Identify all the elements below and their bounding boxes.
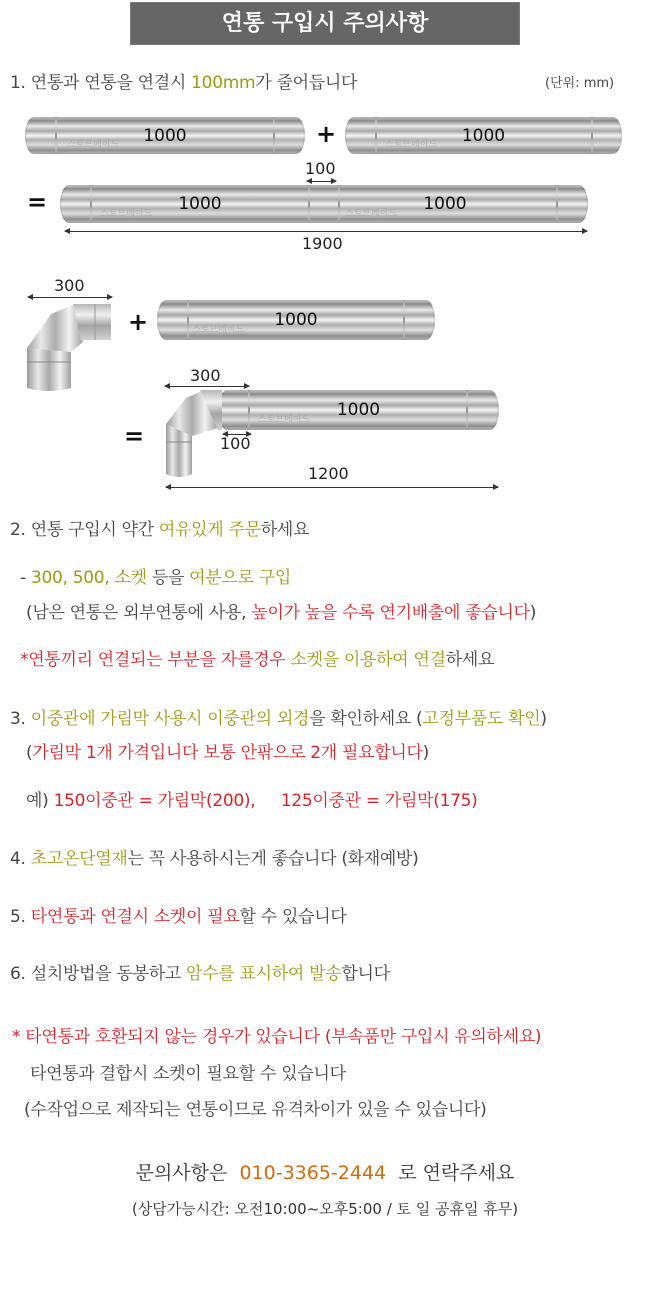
contact-line <box>0 1158 650 1185</box>
section-number: 2. <box>10 520 26 540</box>
total-dimension-arrow <box>65 231 587 232</box>
warning-text: 가림막 1개 가격입니다 보통 안팎으로 2개 필요합니다 <box>32 743 423 763</box>
pipe-1000-a <box>25 117 305 154</box>
equals-icon: = <box>27 188 48 216</box>
highlight-text: 300, 500, 소켓 <box>30 568 147 588</box>
highlight-text: 소켓을 이용하여 연결 <box>290 650 446 670</box>
phone-number[interactable]: 010-3365-2444 <box>239 1162 387 1184</box>
business-hours: (상담가능시간: 오전10:00~오후5:00 / 토 일 공휴일 휴무) <box>131 1200 519 1218</box>
compatibility-warning: * 타연통과 호환되지 않는 경우가 있습니다 (부속품만 구입시 유의하세요) <box>12 1027 542 1047</box>
pipe-length-label: 1000 <box>178 194 222 214</box>
highlight-text: 고정부품도 확인 <box>422 709 541 729</box>
overlap-dimension-label: 100 <box>220 434 251 453</box>
note-text: ) <box>422 743 429 763</box>
section-text: 연통과 연통을 연결시 <box>30 73 192 93</box>
warning-text: 높이가 높을 수록 연기배출에 좋습니다 <box>251 603 530 623</box>
section-3-heading <box>10 704 547 729</box>
pipe-length-label: 1000 <box>461 125 506 146</box>
section-2-note-2 <box>26 598 536 623</box>
highlight-100mm: 100mm <box>191 73 256 93</box>
section-text: 연통 구입시 약간 <box>30 520 159 540</box>
pipe-length-label: 1000 <box>423 194 467 214</box>
watermark: 스토브메이드 <box>258 415 311 425</box>
note-text: ( <box>26 743 33 763</box>
contact-prefix: 문의사항은 <box>135 1162 240 1184</box>
warning-text: *연통끼리 연결되는 부분을 자를경우 <box>20 650 291 670</box>
section-1-heading <box>10 68 357 93</box>
watermark: 스토브메이드 <box>192 325 245 335</box>
elbow-dimension-arrow <box>165 386 249 387</box>
page-title-banner: 연통 구입시 주의사항 <box>130 2 520 45</box>
warning-text: 타연통과 연결시 소켓이 필요 <box>30 907 240 927</box>
section-text: ) <box>540 709 547 729</box>
total-dimension-arrow <box>166 487 498 488</box>
total-dimension-label: 1900 <box>302 234 343 253</box>
section-3-note-1 <box>26 738 429 763</box>
section-2-note-1 <box>20 563 291 588</box>
section-number: 5. <box>10 907 26 927</box>
section-4-heading <box>10 844 419 869</box>
elbow-dimension-arrow <box>28 297 112 298</box>
spacer <box>255 791 281 811</box>
pipe-length-label: 1000 <box>143 125 187 146</box>
pipe-length-label: 1000 <box>336 400 381 420</box>
elbow-dimension-label: 300 <box>190 366 221 385</box>
section-text: 할 수 있습니다 <box>239 907 347 927</box>
section-text: 가 줄어듭니다 <box>255 73 358 93</box>
section-text: 을 확인하세요 ( <box>309 709 423 729</box>
section-text: 하세요 <box>260 520 310 540</box>
highlight-text: 여분으로 구입 <box>189 568 292 588</box>
joined-pipe <box>60 185 588 223</box>
section-5-heading <box>10 902 346 927</box>
section-2-heading <box>10 515 309 540</box>
elbow-pipe-icon <box>25 300 115 392</box>
highlight-text: 암수를 표시하여 발송 <box>186 964 342 984</box>
section-6-heading <box>10 959 390 984</box>
section-number: 1. <box>10 73 26 93</box>
handmade-note: (수작업으로 제작되는 연통이므로 유격차이가 있을 수 있습니다) <box>24 1100 487 1120</box>
watermark: 스토브메이드 <box>385 140 438 150</box>
note-text: 하세요 <box>445 650 495 670</box>
dash: - <box>20 568 31 588</box>
note-text: ) <box>529 603 537 623</box>
unit-label: (단위: mm) <box>545 76 615 91</box>
example-value: 150이중관 = 가림막(200), <box>53 791 256 811</box>
section-number: 4. <box>10 849 26 869</box>
socket-note: 타연통과 결합시 소켓이 필요할 수 있습니다 <box>30 1064 346 1084</box>
example-value: 125이중관 = 가림막(175) <box>280 791 478 811</box>
section-text: 는 꼭 사용하시는게 좋습니다 (화재예방) <box>127 849 419 869</box>
watermark: 스토브메이드 <box>100 209 153 219</box>
joined-pipe-1000 <box>218 390 499 430</box>
overlap-dimension-label: 100 <box>305 159 336 178</box>
plus-icon: + <box>128 308 149 336</box>
section-3-example <box>26 786 478 811</box>
section-2-note-3 <box>20 645 494 670</box>
contact-suffix: 로 연락주세요 <box>386 1162 515 1184</box>
section-number: 6. <box>10 964 26 984</box>
highlight-text: 이중관에 가림막 사용시 이중관의 외경 <box>30 709 310 729</box>
highlight-text: 초고온단열재 <box>30 849 128 869</box>
highlight-text: 여유있게 주문 <box>158 520 261 540</box>
note-text: (남은 연통은 외부연통에 사용, <box>26 603 252 623</box>
plus-icon: + <box>316 120 337 148</box>
note-text: 예) <box>26 791 54 811</box>
section-number: 3. <box>10 709 26 729</box>
total-dimension-label: 1200 <box>308 464 349 483</box>
section-text: 합니다 <box>341 964 390 984</box>
pipe-1000 <box>157 300 435 340</box>
equals-icon: = <box>124 422 145 450</box>
section-text: 설치방법을 동봉하고 <box>30 964 187 984</box>
watermark: 스토브메이드 <box>67 140 120 150</box>
note-text: 등을 <box>146 568 190 588</box>
overlap-dimension-arrow <box>307 181 336 182</box>
pipe-length-label: 1000 <box>274 310 318 330</box>
watermark: 스토브메이드 <box>345 209 398 219</box>
elbow-dimension-label: 300 <box>54 276 85 295</box>
pipe-1000-b <box>345 117 622 154</box>
